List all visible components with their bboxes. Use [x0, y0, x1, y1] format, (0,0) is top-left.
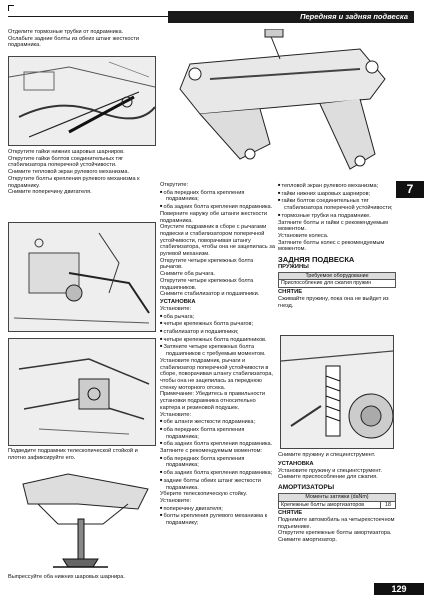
- table-cell: 18: [381, 501, 396, 508]
- figure-subframe-underside: [8, 338, 156, 446]
- col3-text-bottom: [278, 452, 398, 544]
- figure-subframe-assembly: [160, 29, 392, 177]
- paragraph: Затяните болты колес с рекомендуемым моментом.: [278, 239, 385, 253]
- paragraph: Выпрессуйте оба нижних шаровых шарнира.: [8, 574, 125, 580]
- paragraph: Затяните с рекомендуемым моментом:: [160, 448, 262, 455]
- shocks-removal-title: СНЯТИЕ: [278, 509, 303, 516]
- list-item: ■ задние болты обеих штанг жесткости подрамника.: [160, 477, 275, 491]
- table-cell: Крепежные болты амортизаторов: [279, 501, 381, 508]
- list-item: ■ четыре крепежных болта подшипников.: [160, 336, 275, 344]
- shocks-title: АМОРТИЗАТОРЫ: [278, 484, 335, 492]
- list-item: ■ оба задних болта крепления подрамника.: [160, 203, 275, 211]
- col1-text-3: [8, 448, 156, 461]
- paragraph: Установите:: [160, 497, 192, 504]
- paragraph: Снимите приспособление для сжатия.: [278, 474, 378, 481]
- col2-text: [160, 182, 275, 527]
- figure-steering-mount: [8, 222, 156, 332]
- paragraph: Ослабьте задние болты из обеих штанг жесткости подрамника.: [8, 35, 139, 49]
- paragraph: Снимите поперечину двигателя.: [8, 189, 92, 196]
- paragraph: Установите пружину и спецингструмент.: [278, 467, 382, 474]
- header-rule: [8, 16, 168, 17]
- list-item: ■ тормозные трубки на подрамнике.: [278, 212, 398, 220]
- list-item: ■ оба передних болта крепления подрамника;: [160, 426, 275, 440]
- paragraph: Установите:: [160, 305, 192, 312]
- shocks-torque-table: [278, 493, 396, 509]
- paragraph: Снимите пружину и спецингструмент.: [278, 452, 376, 458]
- list-item: ■ четыре крепежных болта рычагов;: [160, 320, 275, 328]
- paragraph: Открутите гайки нижних шаровых шарниров.: [8, 149, 125, 155]
- chapter-tab: 7: [396, 181, 424, 198]
- rear-suspension-title: ЗАДНЯЯ ПОДВЕСКА: [278, 255, 355, 265]
- install-title: УСТАНОВКА: [160, 298, 196, 305]
- paragraph: Снимите амортизатор.: [278, 537, 337, 544]
- list-item: ■ оба задних болта крепления подрамника;: [160, 469, 275, 477]
- col3-text-top: [278, 182, 398, 309]
- install-title: УСТАНОВКА: [278, 460, 314, 467]
- paragraph: Подведите подрамник телескопической стойкой и плотно зафиксируйте его.: [8, 448, 138, 461]
- page-corner-mark: [8, 5, 14, 11]
- paragraph: Открутите болты крепления рулевого механизма к подрамнику.: [8, 175, 140, 189]
- list-item: ■ болты крепления рулевого механизма к подрамнику;: [160, 512, 275, 526]
- paragraph: Опустите подрамник в сборе с рычагами подвески и стабилизатором поперечной устойчивости, поворачивая штангу стабилизатора, чтобы она не зацепилась за рулевой механизм.: [160, 224, 275, 258]
- col1-text-1: [8, 29, 156, 49]
- paragraph: Поверните наружу обе штанги жесткости подрамника.: [160, 210, 268, 224]
- paragraph: Открутите:: [160, 182, 189, 188]
- figure-telescopic-jack: [8, 464, 154, 572]
- paragraph: Уберите телескопическую стойку.: [160, 491, 248, 498]
- removal-title: СНЯТИЕ: [278, 288, 303, 295]
- paragraph: Отделите тормозные трубки от подрамника.: [8, 29, 124, 35]
- list-item: ■ оба рычага;: [160, 313, 275, 321]
- paragraph: Открутите четыре крепежных болта рычагов.: [160, 257, 254, 271]
- paragraph: Открутите крепежные болты амортизатора.: [278, 530, 392, 537]
- paragraph: Затяните болты и гайки с рекомендуемым моментом.: [278, 219, 388, 233]
- paragraph: Установите колеса.: [278, 232, 329, 239]
- list-item: ■ стабилизатор и подшипники;: [160, 328, 275, 336]
- figure-brake-lines: [8, 56, 156, 146]
- list-item: ■ оба задних болта крепления подрамника.: [160, 440, 275, 448]
- list-item: ■ тепловой экран рулевого механизма;: [278, 182, 398, 190]
- springs-title: ПРУЖИНЫ: [278, 264, 309, 271]
- list-item: ■ гайки нижних шаровых шарниров;: [278, 190, 398, 198]
- table-header: Моменты затяжки (daNm): [279, 494, 396, 501]
- paragraph: Установите:: [160, 411, 192, 418]
- list-item: ■ оба передних болта крепления подрамника;: [160, 189, 275, 203]
- list-item: ■ гайки болтов соединительных тяг стабилизатора поперечной устойчивости;: [278, 197, 398, 211]
- paragraph: Открутите гайки болтов соединительных тяг стабилизатора поперечной устойчивости.: [8, 155, 124, 169]
- col1-text-2: [8, 149, 156, 196]
- table-cell: Приспособление для сжатия пружин: [279, 280, 396, 287]
- figure-spring-compressor: [280, 335, 394, 449]
- paragraph: Поднимите автомобиль на четырехстоечном подъемнике.: [278, 516, 395, 530]
- list-item: ■ обе штанги жесткости подрамника;: [160, 418, 275, 426]
- table-header: Требуемое оборудование: [279, 273, 396, 280]
- paragraph: Установите подрамник, рычаги и стабилизатор поперечной устойчивости в сборе, поворачивая штангу стабилизатора, чтобы она не зацепилась за переднюю стенку моторного отсека.: [160, 357, 273, 391]
- paragraph: Снимите стабилизатор и подшипники.: [160, 291, 260, 298]
- paragraph: Снимите оба рычага.: [160, 271, 215, 278]
- col1-text-4: [8, 574, 156, 581]
- list-item: ■ оба передних болта крепления подрамника;: [160, 455, 275, 469]
- running-header: Передняя и задняя подвеска: [168, 11, 414, 23]
- paragraph: Снимите тепловой экран рулевого механизма.: [8, 169, 129, 176]
- page-number: 129: [374, 583, 424, 595]
- springs-equipment-table: [278, 272, 396, 288]
- list-item: ■ поперечину двигателя;: [160, 505, 275, 513]
- list-item: ■ Затяните четыре крепежных болта подшипников с требуемым моментом.: [160, 343, 275, 357]
- paragraph: Примечание: Убедитесь в правильности установки подрамника относительно картера и резиновой подушек.: [160, 391, 266, 411]
- paragraph: Сжимайте пружину, пока она не выйдет из гнезд.: [278, 295, 389, 309]
- paragraph: Открутите четыре крепежных болта подшипников.: [160, 277, 254, 291]
